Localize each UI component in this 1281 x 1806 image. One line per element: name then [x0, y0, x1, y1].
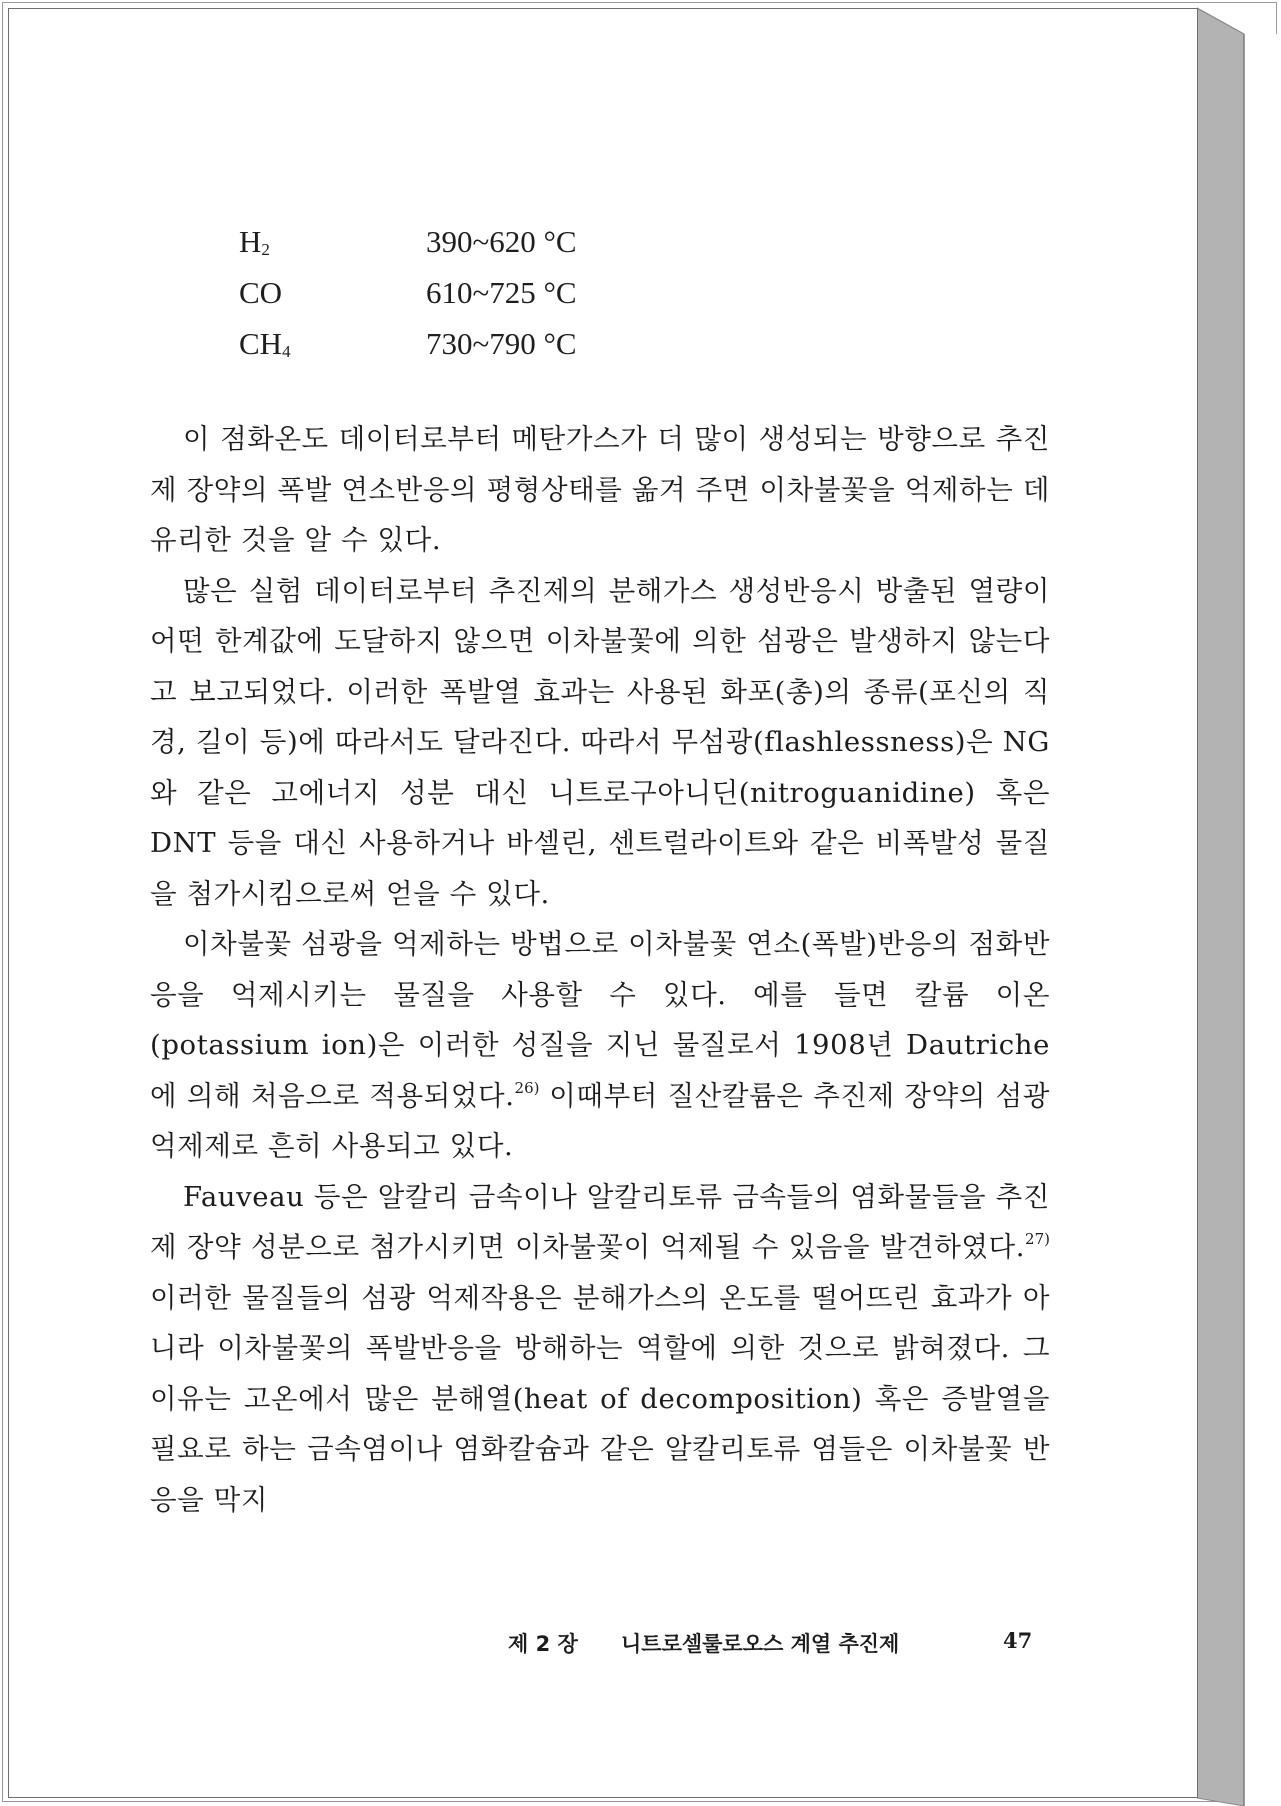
ignition-row-h2 — [239, 216, 639, 267]
gas-formula-main: H — [239, 224, 262, 259]
body-text — [150, 414, 1050, 1525]
ignition-temperature: 730~790 °C — [426, 326, 577, 361]
book-page-edge — [1197, 0, 1281, 1806]
ignition-temperature-table — [239, 216, 639, 369]
paragraph-text-continued: 이러한 물질들의 섬광 억제작용은 분해가스의 온도를 떨어뜨린 효과가 아니라 이차불꽃의 폭발반응을 방해하는 역할에 의한 것으로 밝혀졌다. 그 이유는 고온에서 많은 분해열(heat of decomposition) 혹은 증발열을 필요로 하는 금속염이나 염화칼슘과 같은 알칼리토류 염들은 이차불꽃 반응을 막지 — [150, 1281, 1050, 1516]
paragraph-flashlessness — [150, 566, 1050, 920]
footnote-reference: 27) — [1025, 1230, 1050, 1248]
page-number: 47 — [1003, 1628, 1033, 1653]
paragraph-ignition-conclusion — [150, 414, 1050, 566]
ignition-temperature: 390~620 °C — [426, 224, 577, 259]
gas-formula — [239, 318, 291, 377]
paragraph-text: 이차불꽃 섬광을 억제하는 방법으로 이차불꽃 연소(폭발)반응의 점화반응을 억제시키는 물질을 사용할 수 있다. 예를 들면 칼륨 이온(potassium ion)은 이러한 성질을 지닌 물질로서 1908년 Dautriche에 의해 처음으로 적용되었다. — [150, 928, 1050, 1112]
paragraph-potassium-suppressant — [150, 919, 1050, 1172]
running-footer — [508, 1628, 1033, 1668]
paragraph-text-continued: 이때부터 질산칼륨은 추진제 장약의 섬광 억제제로 흔히 사용되고 있다. — [150, 1079, 1050, 1162]
paragraph-text: 많은 실험 데이터로부터 추진제의 분해가스 생성반응시 방출된 열량이 어떤 한계값에 도달하지 않으면 이차불꽃에 의한 섬광은 발생하지 않는다고 보고되었다. 이러한 폭발열 효과는 사용된 화포(총)의 종류(포신의 직경, 길이 등)에 따라서도 달라진다. 따라서 무섬광(flashlessness)은 NG와 같은 고에너지 성분 대신 니트로구아니딘(nitroguanidine) 혹은 DNT 등을 대신 사용하거나 바셀린, 센트럴라이트와 같은 비폭발성 물질을 첨가시킴으로써 얻을 수 있다. — [150, 574, 1050, 910]
gas-formula-main: CO — [239, 275, 283, 310]
paragraph-alkali-salts — [150, 1172, 1050, 1526]
footer-chapter-title: 니트로셀룰로오스 계열 추진제 — [621, 1632, 900, 1656]
paragraph-text: 이 점화온도 데이터로부터 메탄가스가 더 많이 생성되는 방향으로 추진제 장약의 폭발 연소반응의 평형상태를 옮겨 주면 이차불꽃을 억제하는 데 유리한 것을 알 수 있다. — [150, 423, 1050, 556]
footer-chapter: 제 2 장 — [508, 1632, 578, 1656]
gas-formula-subscript: 2 — [261, 240, 270, 259]
ignition-row-ch4 — [239, 318, 639, 369]
gas-formula-main: CH — [239, 326, 283, 361]
paragraph-text: Fauveau 등은 알칼리 금속이나 알칼리토류 금속들의 염화물들을 추진제 장약 성분으로 첨가시키면 이차불꽃이 억제될 수 있음을 발견하였다. — [150, 1180, 1050, 1263]
ignition-row-co — [239, 267, 639, 318]
gas-formula-subscript: 4 — [282, 342, 291, 361]
footnote-reference: 26) — [514, 1078, 540, 1097]
ignition-temperature: 610~725 °C — [426, 275, 577, 310]
